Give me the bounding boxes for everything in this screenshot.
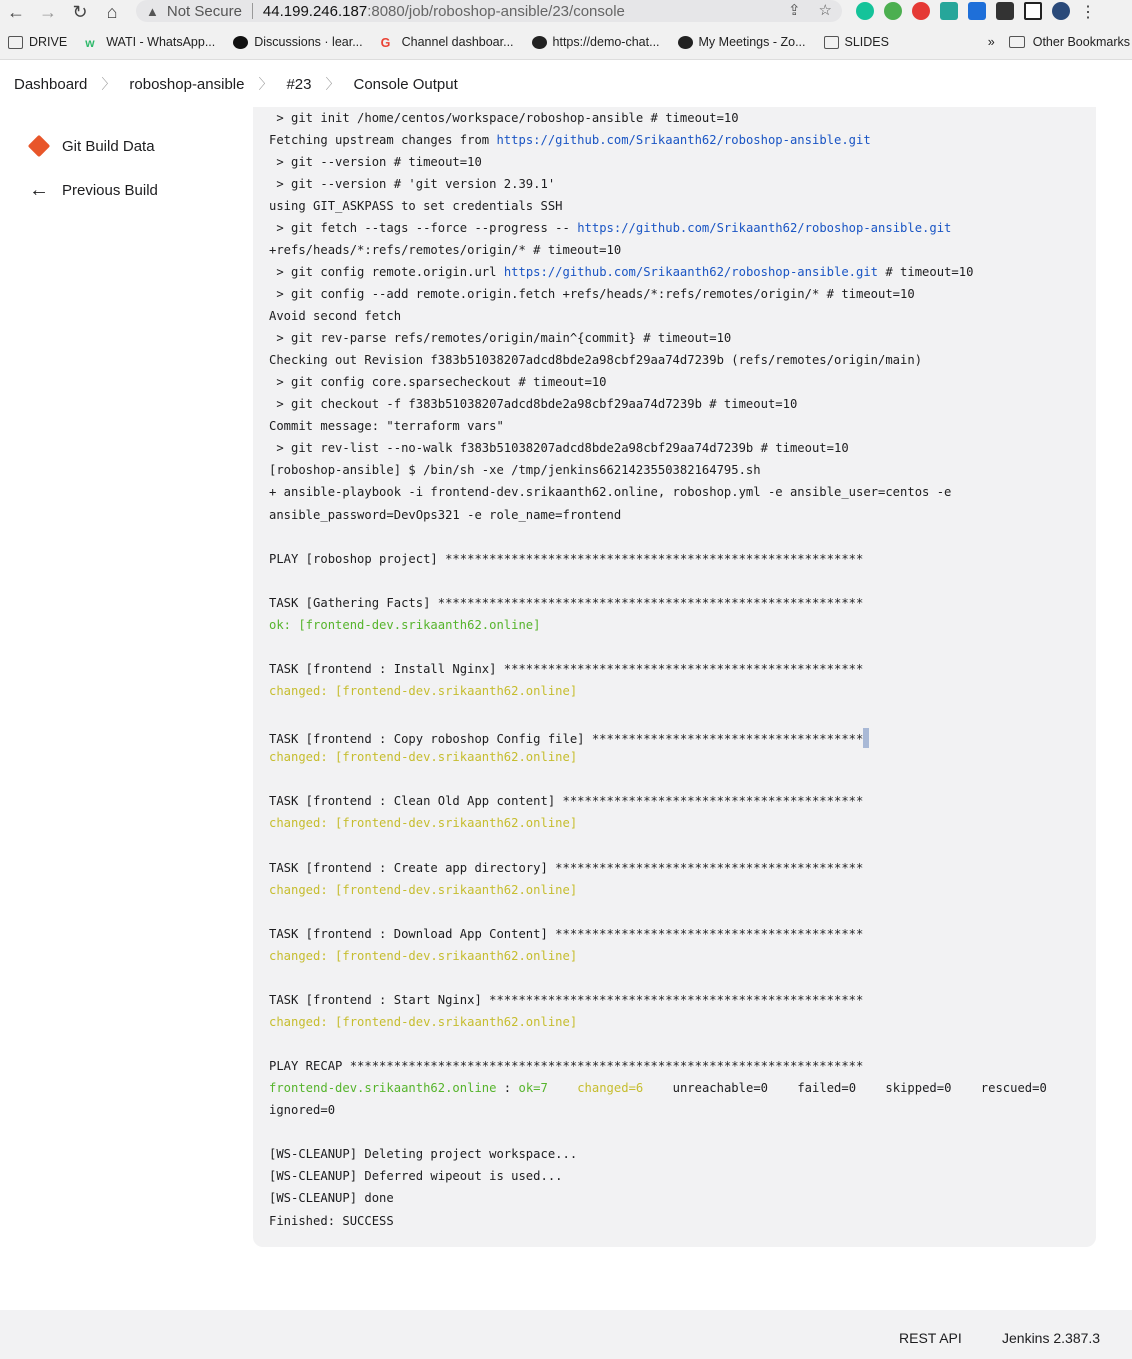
- arrow-left-icon: ←: [29, 178, 49, 201]
- breadcrumb-build[interactable]: #23: [286, 75, 312, 93]
- address-bar[interactable]: [136, 0, 842, 22]
- chevron-right-icon: 〉: [258, 76, 273, 92]
- console-line: PLAY RECAP **********************************************************************: [269, 1059, 864, 1073]
- puzzle-extensions-icon[interactable]: [996, 2, 1014, 20]
- task-result-changed: changed: [frontend-dev.srikaanth62.online]: [269, 949, 578, 963]
- console-line: using GIT_ASKPASS to set credentials SSH: [269, 199, 563, 213]
- console-line: TASK [frontend : Copy roboshop Config file] *************************************: [269, 728, 869, 748]
- console-line: TASK [frontend : Start Nginx] ***************************************************: [269, 993, 864, 1007]
- google-icon: G: [380, 35, 391, 50]
- console-line: Checking out Revision f383b51038207adcd8bde2a98cbf29aa74d7239b (refs/remotes/origin/main): [269, 353, 923, 367]
- console-line: [WS-CLEANUP] done: [269, 1191, 394, 1205]
- git-icon: [28, 135, 50, 157]
- jenkins-version-link[interactable]: Jenkins 2.387.3: [1002, 1330, 1101, 1346]
- url-path: :8080/job/roboshop-ansible/23/console: [367, 2, 625, 20]
- recap-host: frontend-dev.srikaanth62.online: [269, 1081, 497, 1095]
- profile-avatar-icon[interactable]: [1052, 2, 1070, 20]
- teal-extension-icon[interactable]: [940, 2, 958, 20]
- folder-icon: [824, 36, 839, 49]
- console-line: TASK [frontend : Download App Content] ******************************************: [269, 927, 864, 941]
- console-line: [WS-CLEANUP] Deleting project workspace...: [269, 1147, 578, 1161]
- bookmark-my-meetings[interactable]: My Meetings - Zo...: [678, 35, 806, 49]
- chevron-right-icon: 〉: [325, 76, 340, 92]
- task-result-changed: changed: [frontend-dev.srikaanth62.online]: [269, 883, 578, 897]
- sidebar-item-previous-build[interactable]: [0, 168, 252, 212]
- globe-icon: [532, 36, 547, 49]
- rest-api-link[interactable]: REST API: [899, 1330, 962, 1346]
- footer: [0, 1310, 1132, 1359]
- bookmark-star-icon[interactable]: ☆: [818, 2, 832, 19]
- sidebar-item-label: Previous Build: [62, 181, 158, 199]
- task-result-changed: changed: [frontend-dev.srikaanth62.online]: [269, 750, 578, 764]
- console-line: ignored=0: [269, 1103, 336, 1117]
- back-arrow-icon[interactable]: ←: [7, 1, 25, 22]
- globe-icon: [678, 36, 693, 49]
- bookmark-wati[interactable]: w WATI - WhatsApp...: [85, 35, 216, 50]
- bookmark-demo-chat[interactable]: https://demo-chat...: [532, 35, 660, 49]
- forward-arrow-icon[interactable]: →: [39, 1, 57, 22]
- breadcrumb-dashboard[interactable]: Dashboard: [14, 75, 88, 93]
- repo-link[interactable]: https://github.com/Srikaanth62/roboshop-ansible.git: [577, 221, 952, 235]
- recap-line: frontend-dev.srikaanth62.online : ok=7 changed=6 unreachable=0 failed=0 skipped=0 rescued=0: [269, 1081, 1047, 1095]
- reload-icon[interactable]: ↻: [72, 1, 88, 22]
- console-output: [253, 107, 1096, 1247]
- task-result-changed: changed: [frontend-dev.srikaanth62.online]: [269, 684, 578, 698]
- other-bookmarks[interactable]: Other Bookmarks: [1032, 35, 1130, 49]
- console-line: TASK [frontend : Clean Old App content] *****************************************: [269, 794, 864, 808]
- console-line: Fetching upstream changes from https://github.com/Srikaanth62/roboshop-ansible.git: [269, 133, 871, 147]
- console-line: TASK [frontend : Create app directory] ******************************************: [269, 861, 864, 875]
- bookmark-channel-dashboard[interactable]: G Channel dashboar...: [380, 35, 514, 50]
- task-result-changed: changed: [frontend-dev.srikaanth62.online]: [269, 816, 578, 830]
- extensions-bar: [856, 2, 1096, 22]
- console-line: > git config core.sparsecheckout # timeout=10: [269, 375, 607, 389]
- console-line: > git config remote.origin.url https://github.com/Srikaanth62/roboshop-ansible.git # timeout=10: [269, 265, 974, 279]
- task-result-ok: ok: [frontend-dev.srikaanth62.online]: [269, 618, 541, 632]
- browser-toolbar: [0, 0, 1132, 60]
- browser-menu-icon[interactable]: ⋮: [1080, 4, 1096, 21]
- warning-triangle-icon: ▲: [146, 3, 159, 19]
- console-line: Avoid second fetch: [269, 309, 402, 323]
- console-line: +refs/heads/*:refs/remotes/origin/* # timeout=10: [269, 243, 622, 257]
- recap-changed: changed=6: [577, 1081, 644, 1095]
- folder-icon: [1009, 36, 1025, 48]
- console-line: > git --version # 'git version 2.39.1': [269, 177, 556, 191]
- repo-link[interactable]: https://github.com/Srikaanth62/roboshop-ansible.git: [496, 133, 871, 147]
- breadcrumb-job[interactable]: roboshop-ansible: [129, 75, 245, 93]
- folder-icon: [8, 36, 23, 49]
- console-line: [roboshop-ansible] $ /bin/sh -xe /tmp/jenkins6621423550382164795.sh: [269, 463, 761, 477]
- bookmarks-bar: [0, 30, 1132, 54]
- console-line: > git fetch --tags --force --progress -- https://github.com/Srikaanth62/roboshop-ansible.git: [269, 221, 952, 235]
- build-status: Finished: SUCCESS: [269, 1214, 394, 1228]
- bookmark-slides[interactable]: SLIDES: [824, 35, 889, 49]
- bookmarks-right: [988, 35, 1130, 49]
- address-bar-actions: [788, 1, 832, 19]
- sidebar: [0, 107, 252, 212]
- github-icon: [233, 36, 248, 49]
- breadcrumb: [0, 61, 1132, 107]
- console-line: > git init /home/centos/workspace/roboshop-ansible # timeout=10: [269, 111, 739, 125]
- console-line: > git config --add remote.origin.fetch +refs/heads/*:refs/remotes/origin/* # timeout=10: [269, 287, 915, 301]
- console-line: Commit message: "terraform vars": [269, 419, 504, 433]
- console-line: > git rev-list --no-walk f383b51038207adcd8bde2a98cbf29aa74d7239b # timeout=10: [269, 441, 849, 455]
- grammarly-extension-icon[interactable]: [856, 2, 874, 20]
- wati-icon: w: [85, 35, 95, 50]
- console-line: + ansible-playbook -i frontend-dev.srikaanth62.online, roboshop.yml -e ansible_user=centos -e: [269, 485, 952, 499]
- red-extension-icon[interactable]: [912, 2, 930, 20]
- console-line: ansible_password=DevOps321 -e role_name=frontend: [269, 508, 622, 522]
- console-line: PLAY [roboshop project] *********************************************************: [269, 552, 864, 566]
- blue-extension-icon[interactable]: [968, 2, 986, 20]
- not-secure-label: Not Secure: [166, 2, 242, 20]
- sidebar-item-label: Git Build Data: [62, 137, 155, 155]
- console-line: [WS-CLEANUP] Deferred wipeout is used...: [269, 1169, 563, 1183]
- recap-ok: ok=7: [518, 1081, 548, 1095]
- home-icon[interactable]: ⌂: [106, 1, 118, 22]
- task-result-changed: changed: [frontend-dev.srikaanth62.online]: [269, 1015, 578, 1029]
- address-divider: [252, 3, 253, 19]
- console-line: TASK [Gathering Facts] **********************************************************: [269, 596, 864, 610]
- console-line: > git checkout -f f383b51038207adcd8bde2a98cbf29aa74d7239b # timeout=10: [269, 397, 798, 411]
- recap-rest: unreachable=0 failed=0 skipped=0 rescued=0: [672, 1081, 1047, 1095]
- text-cursor: [863, 728, 869, 748]
- bookmark-discussions[interactable]: Discussions · lear...: [233, 35, 362, 49]
- bookmark-drive[interactable]: DRIVE: [8, 35, 67, 49]
- url-host: 44.199.246.187: [262, 2, 368, 20]
- console-line: > git --version # timeout=10: [269, 155, 482, 169]
- console-line: TASK [frontend : Install Nginx] *************************************************: [269, 662, 864, 676]
- repo-link[interactable]: https://github.com/Srikaanth62/roboshop-ansible.git: [503, 265, 879, 279]
- chevron-right-icon: 〉: [101, 76, 116, 92]
- console-line: > git rev-parse refs/remotes/origin/main^{commit} # timeout=10: [269, 331, 732, 345]
- breadcrumb-console-output[interactable]: Console Output: [353, 75, 458, 93]
- share-icon[interactable]: ⇪: [787, 2, 801, 19]
- green-plus-extension-icon[interactable]: [884, 2, 902, 20]
- sidebar-item-git-build-data[interactable]: [0, 124, 252, 168]
- bookmarks-overflow-icon[interactable]: »: [987, 35, 995, 49]
- sidepanel-icon[interactable]: [1024, 2, 1042, 20]
